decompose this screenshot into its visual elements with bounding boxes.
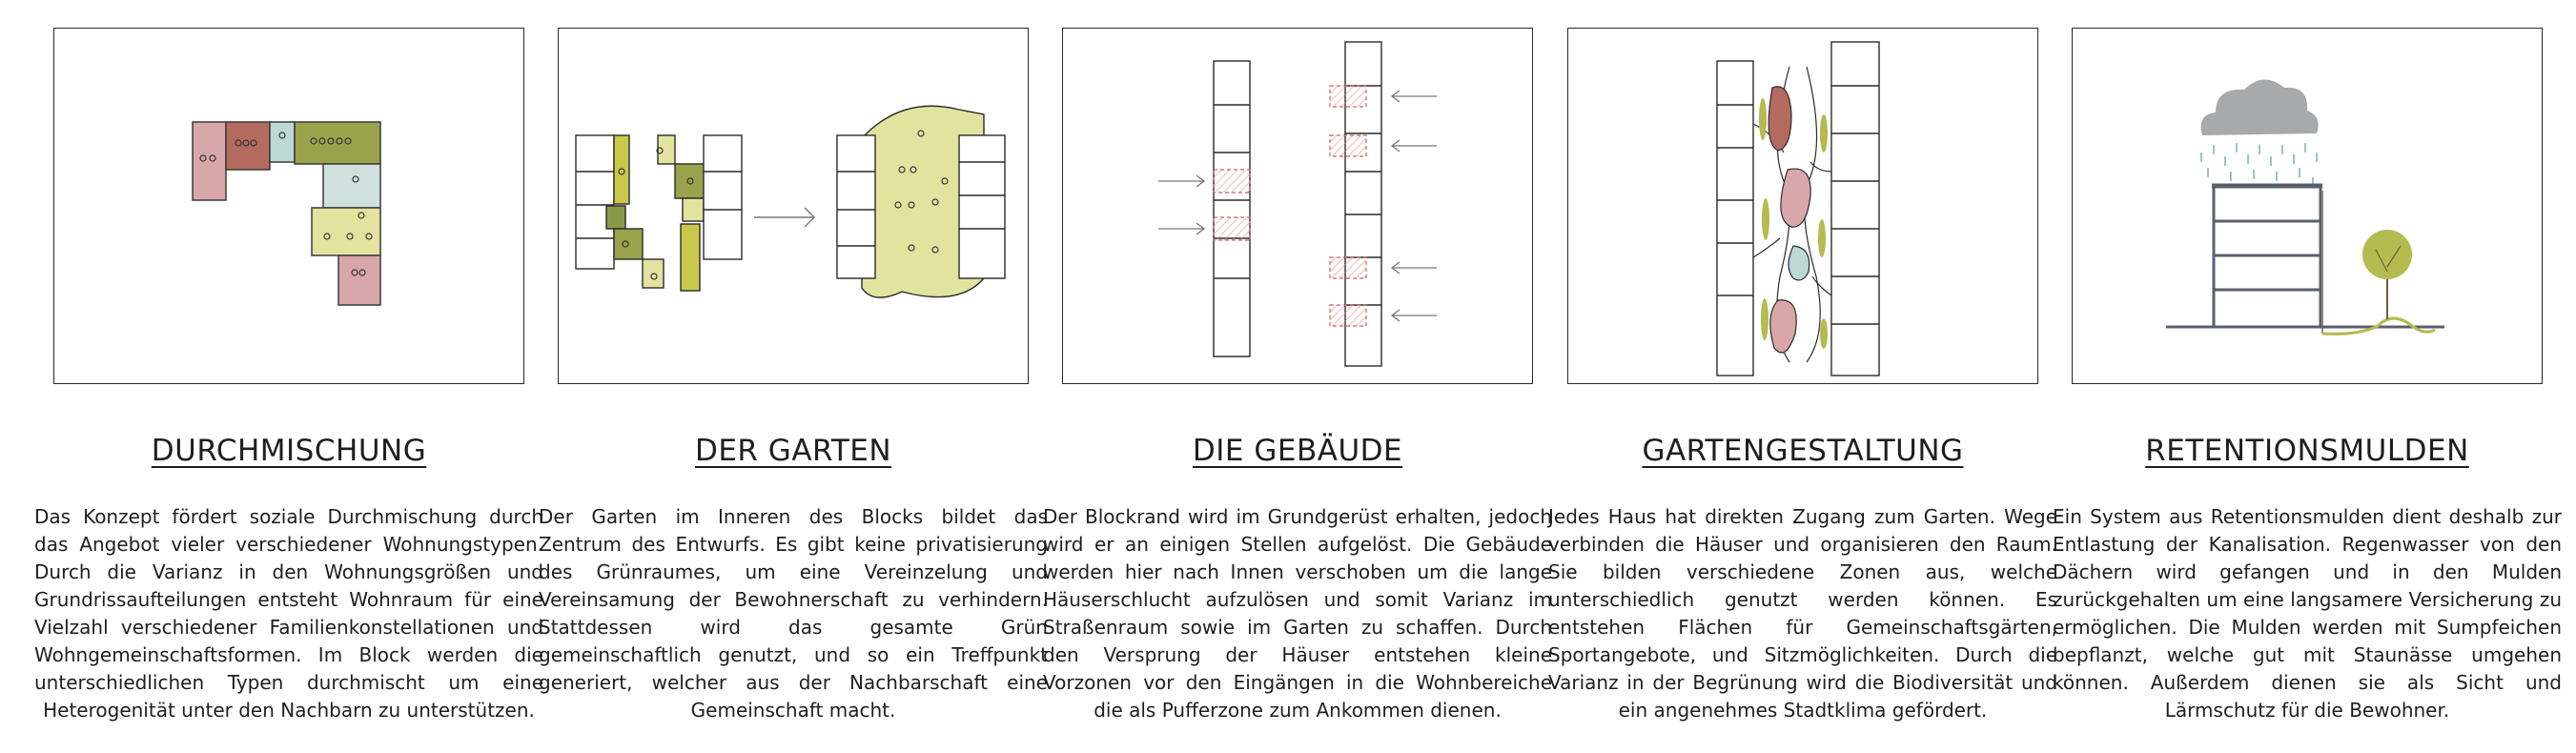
- panel-description: Der Garten im Inneren des Blocks bildet das Zentrum des Entwurfs. Es gibt keine privatisierung des Grünraumes, um eine Vereinzelung und Vereinsamung der Bewohnerschaft zu verhindern. Stattdessen wird das gesamte Grün gemeinschaftlich genutzt, und so ein Treffpunkt generiert, welcher aus der Nachbarschaft eine Gemeinschaft macht.: [539, 505, 1048, 722]
- panel-title: RETENTIONSMULDEN: [2145, 434, 2469, 468]
- diagram-frame-gartengestaltung: [1567, 28, 2038, 384]
- panel-title: DER GARTEN: [694, 434, 892, 468]
- arrow-icons: [1158, 91, 1437, 321]
- panel-durchmischung: [34, 0, 543, 753]
- panel-die-gebaeude: [1043, 0, 1552, 753]
- mixed-housing-diagram: [54, 29, 523, 383]
- panel-title: DIE GEBÄUDE: [1192, 434, 1403, 468]
- panel-description: Das Konzept fördert soziale Durchmischung durch das Angebot vieler verschiedener Wohnungstypen. Durch die Varianz in den Wohnungsgrößen und Grundrissaufteilungen entsteht Wohnraum für eine Vielzahl verschiedener Familienkonstellationen und Wohngemeinschaftsformen. Im Block werden die unterschiedlichen Typen durchmischt um eine Heterogenität unter den Nachbarn zu unterstützen.: [34, 505, 543, 722]
- unit-brown: [226, 122, 270, 170]
- arrow-icon: [754, 208, 814, 227]
- panel-retentionsmulden: [2053, 0, 2562, 753]
- panel-description: Der Blockrand wird im Grundgerüst erhalten, jedoch wird er an einigen Stellen aufgelöst. Die Gebäude werden hier nach Innen verschoben um die lange Häuserschlucht aufzulösen und somit Varianz im Straßenraum sowie im Garten zu schaffen. Durch den Versprung der Häuser entstehen kleine Vorzonen vor den Eingängen in die Wohnbereiche die als Pufferzone zum Ankommen dienen.: [1043, 505, 1552, 722]
- unit-rose-tall: [193, 122, 226, 200]
- diagram-frame-gebaeude: [1062, 28, 1533, 384]
- garden-design-diagram: [1568, 29, 2037, 383]
- panel-der-garten: [539, 0, 1048, 753]
- unit-rose-bottom: [338, 255, 380, 305]
- planting-beds: [1768, 87, 1810, 353]
- cloud-icon: [2201, 79, 2319, 135]
- building-shift-diagram: [1063, 29, 1532, 383]
- unit-yellow: [312, 208, 380, 255]
- panel-gartengestaltung: [1548, 0, 2057, 753]
- garden-diagram: [559, 29, 1028, 383]
- retention-swale-diagram: [2073, 29, 2542, 383]
- building-section: [2212, 186, 2322, 334]
- diagram-frame-durchmischung: [53, 28, 524, 384]
- diagram-frame-garten: [558, 28, 1029, 384]
- panel-title: GARTENGESTALTUNG: [1642, 434, 1964, 468]
- rain-icon: [2201, 143, 2317, 187]
- panel-description: Jedes Haus hat direkten Zugang zum Garten. Wege verbinden die Häuser und organisieren den Raum. Sie bilden verschiedene Zonen aus, welche unterschiedlich genutzt werden können. Es entstehen Flächen für Gemeinschaftsgärten, Sportangebote, und Sitzmöglichkeiten. Durch die Varianz in der Begrünung wird die Biodiversität und ein angenehmes Stadtklima gefördert.: [1548, 505, 2057, 722]
- tree-icon: [2362, 230, 2412, 279]
- private-gardens-block: [576, 135, 742, 291]
- left-building-row: [1214, 61, 1250, 356]
- panel-title: DURCHMISCHUNG: [151, 434, 427, 468]
- diagram-frame-retention: [2072, 28, 2543, 384]
- unit-light-blue-small: [270, 122, 295, 162]
- panel-description: Ein System aus Retentionsmulden dient deshalb zur Entlastung der Kanalisation. Regenwasser von den Dächern wird gefangen und in den Mulden zurückgehalten um eine langsamere Versicherung zu ermöglichen. Die Mulden werden mit Sumpfeichen bepflanzt, welche gut mit Staunässe umgehen können. Außerdem dienen sie als Sicht und Lärmschutz für die Bewohner.: [2053, 505, 2562, 722]
- unit-light-blue: [323, 164, 380, 208]
